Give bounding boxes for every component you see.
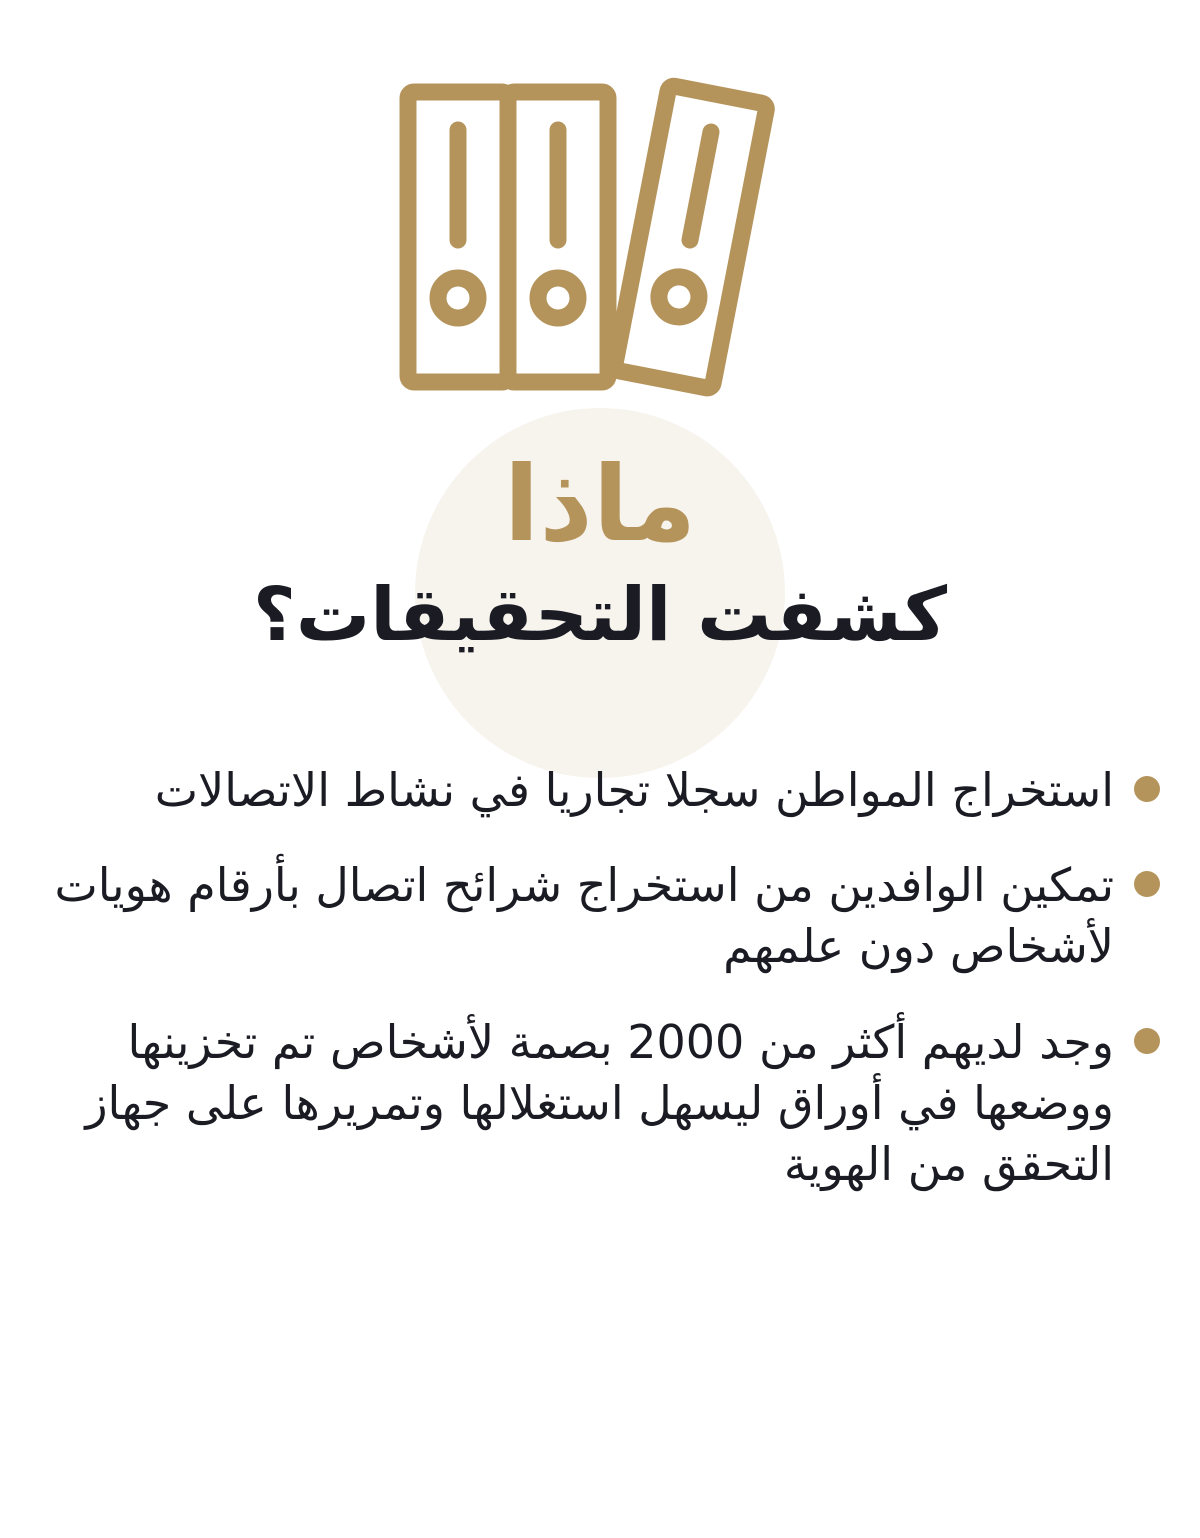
list-item (40, 855, 1160, 977)
icon-container (0, 70, 1200, 400)
list-item (40, 1012, 1160, 1196)
bullet-dot-icon (1134, 871, 1160, 897)
bullet-dot-icon (1134, 776, 1160, 802)
headline-question: كشفت التحقيقات؟ (252, 572, 948, 659)
list-item-text: تمكين الوافدين من استخراج شرائح اتصال بأرقام هويات لأشخاص دون علمهم (54, 858, 1114, 974)
bullet-dot-icon (1134, 1028, 1160, 1054)
findings-list (40, 760, 1160, 1229)
headline-block (0, 443, 1200, 659)
list-item (40, 760, 1160, 821)
list-item-text: استخراج المواطن سجلا تجاريا في نشاط الاتصالات (154, 763, 1114, 817)
binders-archive-icon (390, 70, 810, 400)
list-item-text: وجد لديهم أكثر من 2000 بصمة لأشخاص تم تخزينها ووضعها في أوراق ليسهل استغلالها وتمريرها على جهاز التحقق من الهوية (85, 1014, 1114, 1191)
headline-accent-word: ماذا (503, 443, 697, 565)
